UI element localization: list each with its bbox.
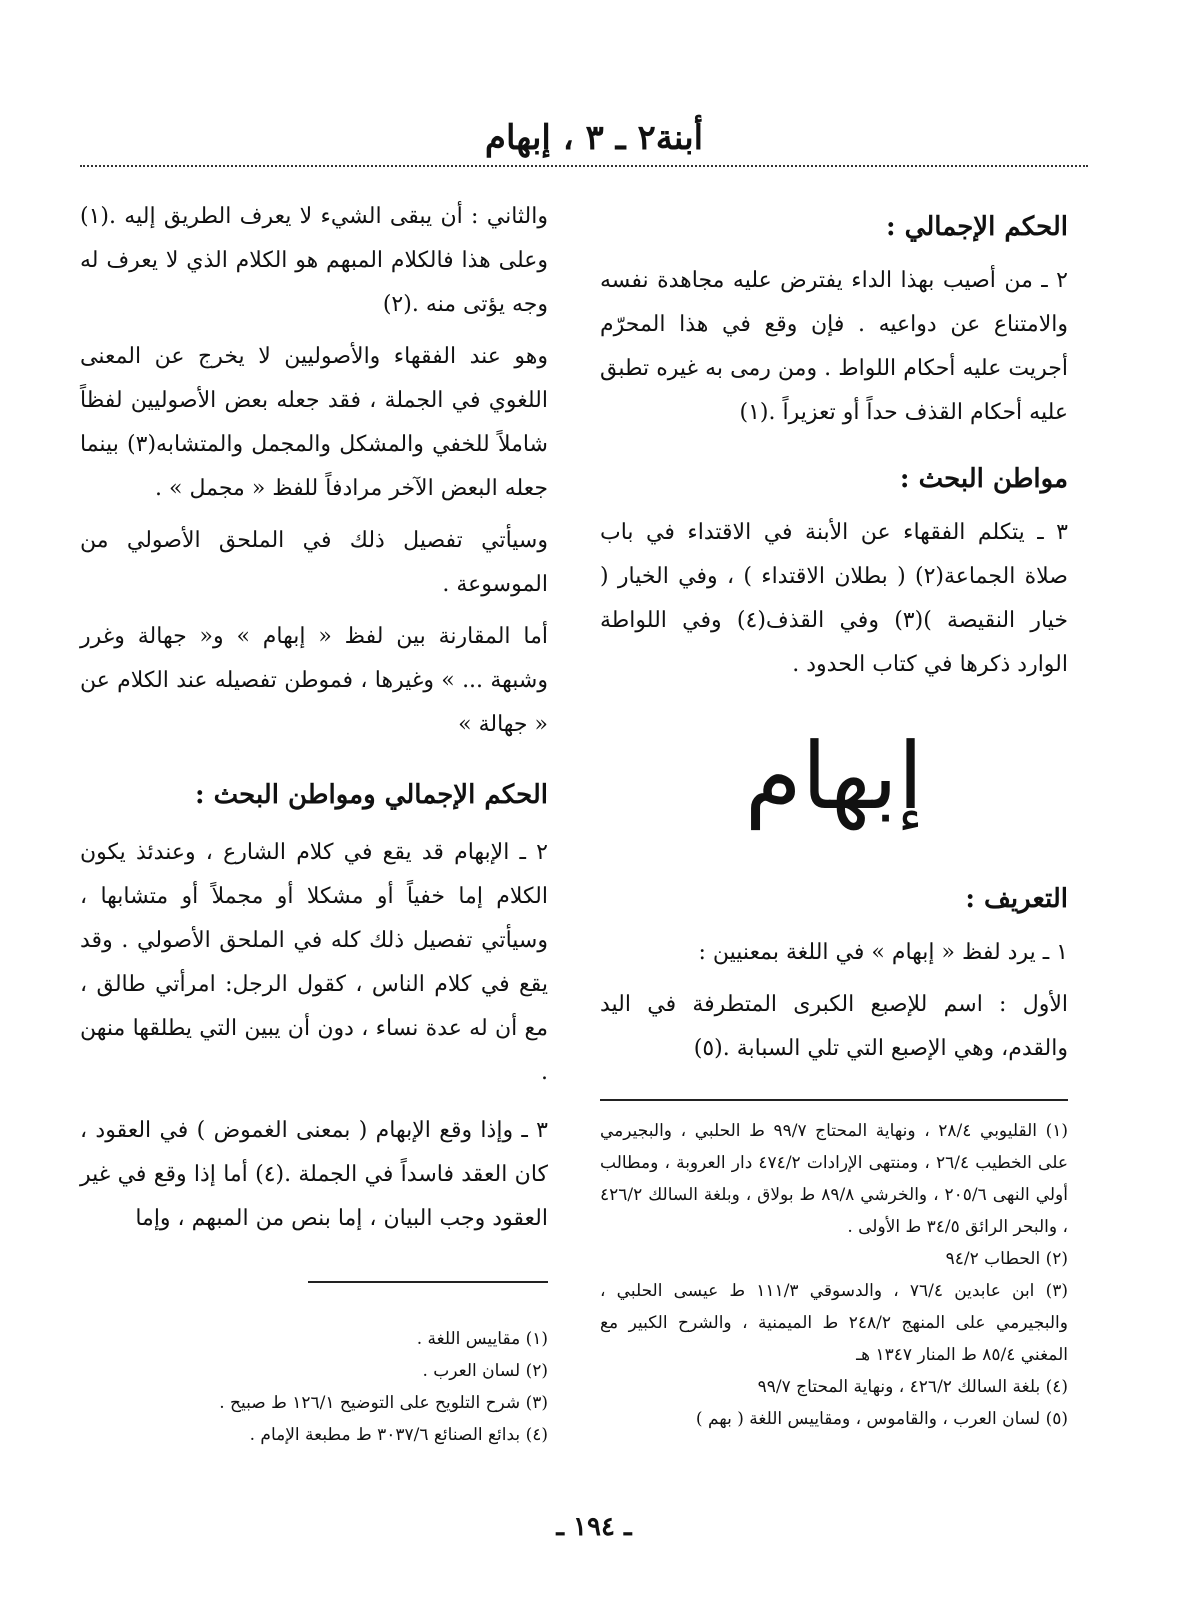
footnote-list-right [600,1115,1068,1435]
paragraph-ruling: ٢ ـ من أصيب بهذا الداء يفترض عليه مجاهدة نفسه والامتناع عن دواعيه . فإن وقع في هذا المحرّم أجريت عليه أحكام اللواط . ومن رمى به غيره تطبق عليه أحكام القذف حداً أو تعزيراً .(١) [600,268,1068,425]
right-column [600,195,1068,1435]
paragraph-comparison: أما المقارنة بين لفظ « إبهام » و« جهالة وغرر وشبهة ... » وغيرها ، فموطن تفصيله عند الكلام عن « جهالة » [80,624,548,737]
footnote-item: (٣) شرح التلويح على التوضيح ١٢٦/١ ط صبيح . [219,1393,548,1413]
paragraph-appendix: وسيأتي تفصيل ذلك في الملحق الأصولي من الموسوعة . [80,528,548,597]
left-column [80,195,548,1451]
section-heading-ruling: الحكم الإجمالي : [886,212,1068,242]
page-header-title: أبنة٢ ـ ٣ ، إبهام [484,118,704,158]
footnote-item: (٣) ابن عابدين ٧٦/٤ ، والدسوقي ١١١/٣ ط عيسى الحلبي ، والبجيرمي على المنهج ٢٤٨/٢ ط الميمنية ، والشرح الكبير مع المغني ٨٥/٤ ط المنار ١٣٤٧ هـ [600,1281,1068,1365]
footnote-item: (١) القليوبي ٢٨/٤ ، ونهاية المحتاج ٩٩/٧ ط الحلبي ، والبجيرمي على الخطيب ٢٦/٤ ، ومنتهى الإرادات ٤٧٤/٢ دار العروبة ، ومطالب أولي النهى ٢٠٥/٦ ، والخرشي ٨٩/٨ ط بولاق ، وبلغة السالك ٤٢٦/٢ ، والبحر الرائق ٣٤/٥ ط الأولى . [600,1121,1068,1237]
header-divider [80,165,1088,167]
paragraph-definition-intro: ١ ـ يرد لفظ « إبهام » في اللغة بمعنيين : [698,940,1068,965]
footnote-item: (٢) الحطاب ٩٤/٢ [945,1249,1068,1269]
footnote-item: (٤) بدائع الصنائع ٣٠٣٧/٦ ط مطبعة الإمام . [249,1425,548,1445]
footnote-divider [600,1099,1068,1101]
footnote-item: (٥) لسان العرب ، والقاموس ، ومقاييس اللغة ( بهم ) [695,1409,1068,1429]
footnote-divider [308,1281,548,1283]
footnote-item: (٤) بلغة السالك ٤٢٦/٢ ، ونهاية المحتاج ٩٩/٧ [757,1377,1068,1397]
paragraph-jurists: وهو عند الفقهاء والأصوليين لا يخرج عن المعنى اللغوي في الجملة ، فقد جعله بعض الأصوليين لفظاً شاملاً للخفي والمشكل والمجمل والمتشابه(٣) بينما جعله البعض الآخر مرادفاً للفظ « مجمل » . [80,344,548,501]
section-heading-ruling-research: الحكم الإجمالي ومواطن البحث : [195,780,548,810]
footnote-item: (٢) لسان العرب . [422,1361,548,1381]
section-heading-research: مواطن البحث : [899,464,1068,494]
paragraph-definition-first: الأول : اسم للإصبع الكبرى المتطرفة في اليد والقدم، وهي الإصبع التي تلي السبابة .(٥) [600,992,1068,1061]
paragraph-research: ٣ ـ يتكلم الفقهاء عن الأبنة في الاقتداء في باب صلاة الجماعة(٢) ( بطلان الاقتداء ) ، وفي الخيار ( خيار النقيصة )(٣) وفي القذف(٤) وفي اللواطة الوارد ذكرها في كتاب الحدود . [600,520,1068,677]
section-heading-definition: التعريف : [965,884,1068,914]
paragraph-ibham-speech: ٢ ـ الإبهام قد يقع في كلام الشارع ، وعندئذ يكون الكلام إما خفياً أو مشكلا أو مجملاً أو متشابها ، وسيأتي تفصيل ذلك كله في الملحق الأصولي . وقد يقع في كلام الناس ، كقول الرجل: امرأتي طالق ، مع أن له عدة نساء ، دون أن يبين التي يطلقها منهن . [80,840,548,1085]
entry-title: إبهام [744,723,924,830]
page-number: ـ ١٩٤ ـ [556,1512,632,1542]
paragraph-second-meaning: والثاني : أن يبقى الشيء لا يعرف الطريق إليه .(١) وعلى هذا فالكلام المبهم هو الكلام الذي لا يعرف له وجه يؤتى منه .(٢) [80,204,548,317]
paragraph-ibham-contracts: ٣ ـ وإذا وقع الإبهام ( بمعنى الغموض ) في العقود ، كان العقد فاسداً في الجملة .(٤) أما إذا وقع في غير العقود وجب البيان ، إما بنص من المبهم ، وإما [80,1118,548,1231]
footnote-item: (١) مقاييس اللغة . [416,1329,548,1349]
footnote-list-left [80,1323,548,1451]
